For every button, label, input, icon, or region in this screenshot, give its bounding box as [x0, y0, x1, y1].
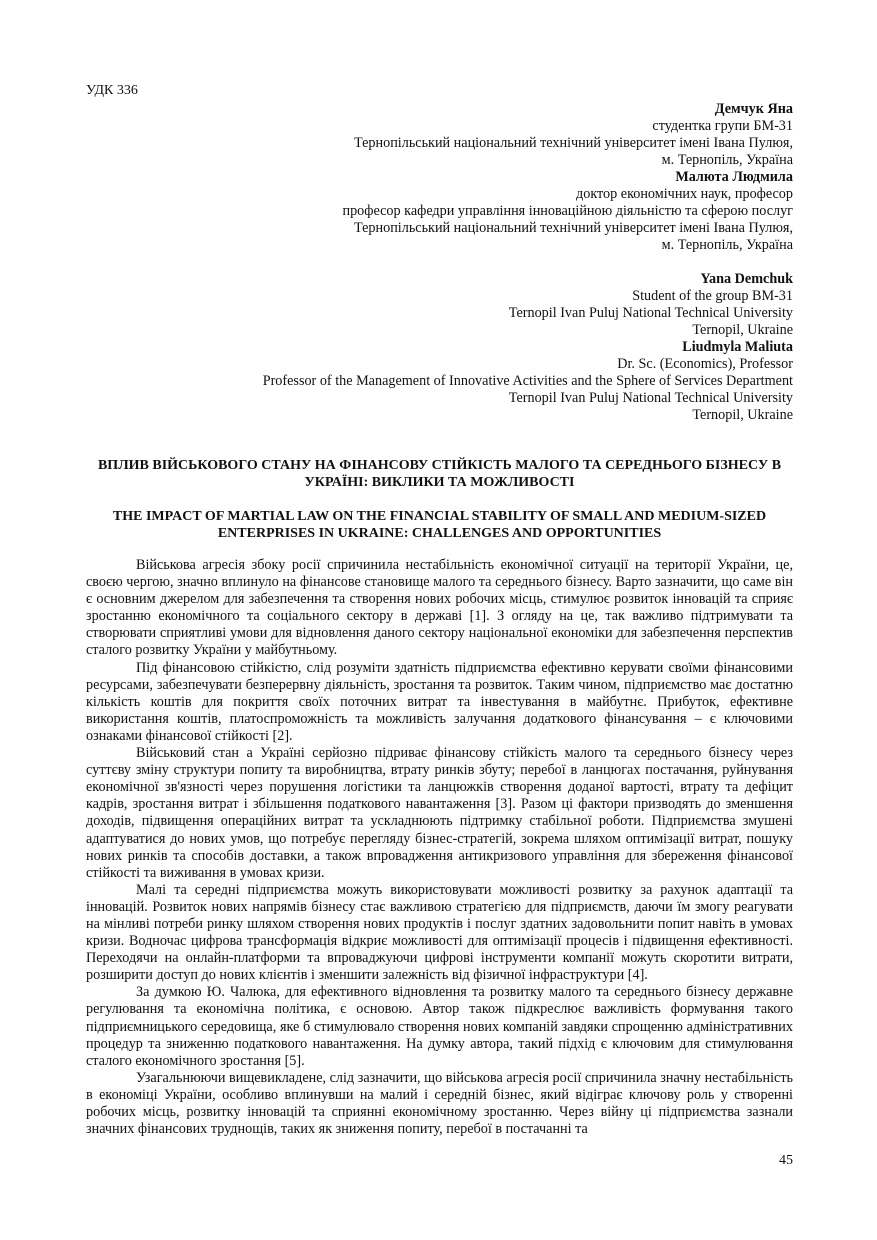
author-affiliation-line: м. Тернопіль, Україна [661, 237, 793, 253]
author-gap [86, 254, 793, 271]
author-affiliation-line: Professor of the Management of Innovative Activities and the Sphere of Services Department [262, 373, 793, 389]
author-affiliation-line: Тернопільський національний технічний університет імені Івана Пулюя, [354, 135, 793, 151]
titles-block [86, 458, 793, 542]
author-affiliation-line: Student of the group BM-31 [632, 288, 793, 304]
paragraph: За думкою Ю. Чалюка, для ефективного відновлення та розвитку малого та середнього бізнесу державне регулювання та економічна політика, є основою. Автор також підкреслює важливість формування такого підприємницького середовища, яке б стимулювало створення нових компаній завдяки спрощенню адміністративних процедур та зниженню податкового навантаження. На думку автора, такий підхід є ключовим для стимулювання сталого економічного зростання [5]. [86, 984, 793, 1069]
title-english: THE IMPACT OF MARTIAL LAW ON THE FINANCIAL STABILITY OF SMALL AND MEDIUM-SIZED ENTERPRISES IN UKRAINE: CHALLENGES AND OPPORTUNITIES [112, 509, 767, 541]
author-affiliation-line: Dr. Sc. (Economics), Professor [617, 356, 793, 372]
paragraph: Військова агресія збоку росії спричинила нестабільність економічної ситуації на території України, це, своєю чергою, значно вплинуло на фінансове становище малого та середнього бізнесу. Варто зазначити, що саме він є основним джерелом для забезпечення та створення нових робочих місць, стимулює розвиток інновацій та сприяє зростанню економічного та соціального сектору в державі [1]. З огляду на це, так важливо підтримувати та створювати сприятливі умови для відновлення даного сектору національної економіки для забезпечення перспектив сталого розвитку України у майбутньому. [86, 557, 793, 659]
author-affiliation-line: Тернопільський національний технічний університет імені Івана Пулюя, [354, 220, 793, 236]
author-name: Малюта Людмила [675, 169, 793, 185]
author-name: Liudmyla Maliuta [682, 339, 793, 355]
udk-code: УДК 336 [86, 83, 138, 98]
author-affiliation-line: Ternopil, Ukraine [692, 322, 793, 338]
author-affiliation-line: м. Тернопіль, Україна [661, 152, 793, 168]
author-affiliation-line: Ternopil Ivan Puluj National Technical University [508, 305, 793, 321]
paragraph: Малі та середні підприємства можуть використовувати можливості розвитку за рахунок адаптації та інновацій. Розвиток нових напрямів бізнесу стає важливою стратегією для підприємств, даючи їм змогу реагувати на мінливі потреби ринку шляхом створення нових продуктів і послуг здатних задовольнити попит навіть в умовах кризи. Водночас цифрова трансформація відкриє можливості для оптимізації процесів і підвищення ефективності. Переходячи на онлайн-платформи та впроваджуючи цифрові інструменти компанії можуть скоротити витрати, розширити доступ до нових клієнтів і зменшити залежність від фізичної інфраструктури [4]. [86, 881, 793, 984]
author-name: Yana Demchuk [700, 271, 793, 287]
author-affiliation-line: Ternopil Ivan Puluj National Technical University [508, 390, 793, 406]
article-body [86, 557, 793, 1138]
author-name: Демчук Яна [714, 101, 793, 117]
author-affiliation-line: професор кафедри управління інноваційною діяльністю та сферою послуг [342, 203, 793, 219]
authors-block [86, 101, 793, 424]
author-affiliation-line: доктор економічних наук, професор [576, 186, 793, 202]
paragraph: Під фінансовою стійкістю, слід розуміти здатність підприємства ефективно керувати своїми фінансовими ресурсами, забезпечувати безперервну діяльність, зростання та розвиток. Таким чином, підприємство має достатню кількість коштів для покриття своїх поточних витрат та інвестування в майбутнє. Прибуток, ефективне використання коштів, платоспроможність та можливість залучання додаткового фінансування – є ключовими ознаками фінансової стійкості [2]. [86, 659, 793, 744]
title-ukrainian: ВПЛИВ ВІЙСЬКОВОГО СТАНУ НА ФІНАНСОВУ СТІЙКІСТЬ МАЛОГО ТА СЕРЕДНЬОГО БІЗНЕСУ В УКРАЇНІ: ВИКЛИКИ ТА МОЖЛИВОСТІ [97, 458, 782, 490]
page-number: 45 [779, 1153, 793, 1168]
author-affiliation-line: Ternopil, Ukraine [692, 407, 793, 423]
paragraph: Військовий стан а Україні серйозно підриває фінансову стійкість малого та середнього бізнесу через суттєву зміну структури попиту та виробництва, втрату ринків збуту; перебої в ланцюгах постачання, руйнування економічної зв'язності через порушення логістики та ланцюжків створення доданої вартості, втрату та дефіцит кадрів, зростання витрат і збільшення податкового навантаження [3]. Разом ці фактори призводять до зменшення доходів, підвищення операційних витрат та ускладнюють підтримку стабільної роботи. Підприємства змушені адаптуватися до нових умов, що потребує перегляду бізнес-стратегій, зокрема шляхом оптимізації витрат, пошуку нових ринків та способів доставки, а також впровадження антикризового управління для збереження фінансової стійкості та виживання в умовах кризи. [86, 745, 793, 881]
paragraph: Узагальнюючи вищевикладене, слід зазначити, що військова агресія росії спричинила значну нестабільність в економіці України, особливо вплинувши на малий і середній бізнес, який відіграє ключову роль у створенні робочих місць, розвитку інновацій та сприянні економічному зростанню. Через війну ці підприємства зазнали значних фінансових труднощів, таких як зниження попиту, перебої в постачанні та [86, 1069, 793, 1138]
author-affiliation-line: студентка групи БМ-31 [652, 118, 793, 134]
